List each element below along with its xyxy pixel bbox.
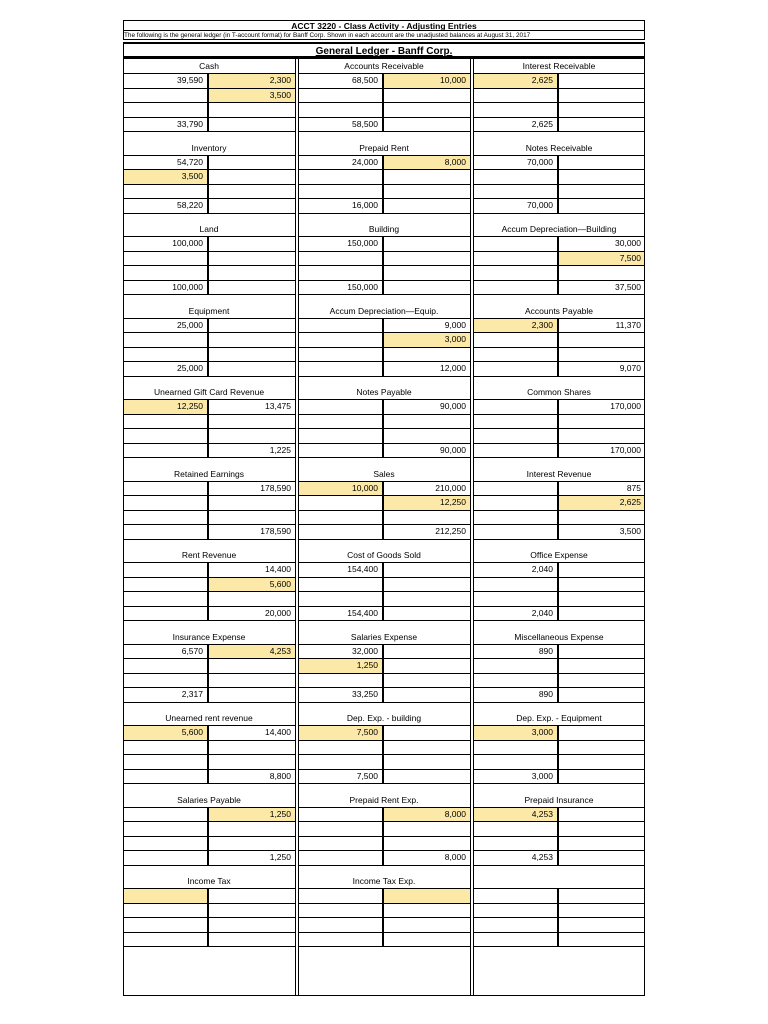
account-name: Cost of Goods Sold [347, 550, 421, 560]
account-name: Notes Payable [356, 387, 412, 397]
account-name: Dep. Exp. - Equipment [516, 713, 602, 723]
debit-cell: 890 [473, 688, 559, 702]
account-name: Sales [373, 468, 395, 479]
credit-cell: 7,500 [559, 252, 645, 266]
credit-cell: 14,400 [265, 564, 291, 574]
account-name: Salaries Payable [177, 794, 241, 805]
credit-cell: 212,250 [435, 526, 466, 536]
debit-cell: 6,570 [123, 645, 209, 659]
account-name: Common Shares [527, 387, 591, 397]
account-name: Salaries Expense [350, 631, 418, 642]
debit-cell: 68,500 [298, 74, 384, 88]
debit-cell: 150,000 [298, 281, 384, 295]
debit-cell: 3,500 [123, 170, 209, 184]
debit-cell: 100,000 [123, 281, 209, 295]
account-name: Land [199, 224, 219, 234]
credit-cell: 8,000 [384, 156, 470, 170]
ledger-title: General Ledger - Banff Corp. [123, 42, 645, 58]
account-name: Unearned rent revenue [165, 713, 253, 723]
credit-cell: 4,253 [209, 645, 295, 659]
credit-cell: 90,000 [440, 401, 466, 411]
sheet-title: ACCT 3220 - Class Activity - Adjusting Entries [123, 20, 645, 31]
debit-cell: 33,250 [298, 688, 384, 702]
debit-cell: 58,220 [123, 199, 209, 213]
debit-cell: 25,000 [123, 362, 209, 376]
debit-cell: 100,000 [123, 237, 209, 251]
credit-cell: 11,370 [615, 319, 641, 330]
credit-cell: 90,000 [440, 444, 466, 455]
credit-cell: 1,250 [269, 852, 291, 862]
credit-cell: 178,590 [260, 482, 291, 493]
account-name: Interest Revenue [526, 468, 592, 479]
credit-cell: 20,000 [265, 607, 291, 618]
debit-cell: 32,000 [298, 645, 384, 659]
debit-cell: 4,253 [473, 808, 559, 822]
debit-cell: 70,000 [473, 199, 559, 213]
credit-cell: 13,475 [265, 401, 291, 411]
account-name: Equipment [188, 305, 230, 316]
account-name: Inventory [191, 142, 227, 153]
debit-cell: 2,317 [123, 688, 209, 702]
credit-cell: 170,000 [610, 401, 641, 411]
credit-cell: 2,625 [559, 496, 645, 510]
account-name: Notes Receivable [525, 142, 593, 153]
debit-cell: 10,000 [298, 482, 384, 496]
credit-cell: 9,000 [444, 319, 466, 330]
debit-cell: 25,000 [123, 319, 209, 333]
column-divider [295, 58, 296, 996]
credit-cell: 30,000 [615, 238, 641, 248]
debit-cell: 7,500 [298, 726, 384, 740]
debit-cell: 3,000 [473, 770, 559, 784]
credit-cell: 178,590 [260, 526, 291, 536]
credit-cell: 14,400 [265, 727, 291, 737]
column-divider [473, 58, 474, 996]
debit-cell: 7,500 [298, 770, 384, 784]
credit-cell: 3,500 [619, 526, 641, 536]
account-name: Income Tax Exp. [352, 876, 416, 886]
credit-cell: 875 [626, 482, 641, 493]
credit-cell: 37,500 [615, 281, 641, 292]
credit-cell: 12,000 [440, 363, 466, 373]
account-name: Miscellaneous Expense [514, 631, 604, 642]
account-name: Prepaid Rent Exp. [349, 794, 419, 805]
credit-cell: 12,250 [384, 496, 470, 510]
column-divider [470, 58, 471, 996]
debit-cell: 3,000 [473, 726, 559, 740]
column-divider [298, 58, 299, 996]
account-name: Accum Depreciation—Equip. [329, 305, 439, 316]
credit-cell: 210,000 [435, 482, 466, 493]
account-name: Income Tax [187, 876, 231, 886]
debit-cell: 16,000 [298, 199, 384, 213]
debit-cell: 33,790 [123, 118, 209, 132]
debit-cell: 12,250 [123, 400, 209, 414]
credit-cell: 2,300 [209, 74, 295, 88]
debit-cell: 154,400 [298, 563, 384, 577]
credit-cell: 8,800 [269, 770, 291, 781]
debit-cell: 70,000 [473, 156, 559, 170]
credit-cell: 1,225 [269, 444, 291, 455]
account-name: Building [368, 224, 400, 234]
credit-cell: 8,000 [444, 852, 466, 862]
debit-cell: 2,040 [473, 563, 559, 577]
debit-cell: 4,253 [473, 851, 559, 865]
debit-cell: 5,600 [123, 726, 209, 740]
credit-cell: 9,070 [619, 363, 641, 373]
account-name: Prepaid Rent [359, 142, 409, 153]
credit-cell: 10,000 [384, 74, 470, 88]
debit-cell: 24,000 [298, 156, 384, 170]
credit-cell: 3,500 [209, 89, 295, 103]
account-name: Interest Receivable [522, 61, 596, 71]
account-name: Dep. Exp. - building [346, 713, 422, 723]
account-name: Office Expense [530, 550, 588, 560]
credit-cell: 1,250 [209, 808, 295, 822]
account-name: Rent Revenue [181, 550, 237, 560]
account-name: Accounts Receivable [344, 61, 424, 71]
credit-cell: 8,000 [384, 808, 470, 822]
debit-cell: 1,250 [298, 659, 384, 673]
debit-cell: 39,590 [123, 74, 209, 88]
credit-cell: 5,600 [209, 578, 295, 592]
account-name: Cash [199, 61, 219, 71]
debit-cell: 2,040 [473, 607, 559, 621]
debit-cell: 2,300 [473, 319, 559, 333]
account-name: Retained Earnings [174, 468, 244, 479]
sheet-border [123, 58, 645, 996]
debit-cell: 150,000 [298, 237, 384, 251]
account-name: Insurance Expense [172, 631, 246, 642]
debit-cell: 2,625 [473, 74, 559, 88]
account-name: Accounts Payable [524, 305, 594, 316]
debit-cell: 890 [473, 645, 559, 659]
debit-cell: 54,720 [123, 156, 209, 170]
sheet-subtitle: The following is the general ledger (in T-account format) for Banff Corp. Shown in each account are the unadjusted balances at August 31, 2017 [123, 31, 645, 40]
debit-cell: 154,400 [298, 607, 384, 621]
account-name: Prepaid Insurance [524, 794, 594, 805]
account-name: Unearned Gift Card Revenue [153, 387, 265, 397]
credit-cell: 170,000 [610, 444, 641, 455]
debit-cell: 58,500 [298, 118, 384, 132]
debit-cell: 2,625 [473, 118, 559, 132]
credit-cell: 3,000 [384, 333, 470, 347]
account-name: Accum Depreciation—Building [501, 224, 617, 234]
